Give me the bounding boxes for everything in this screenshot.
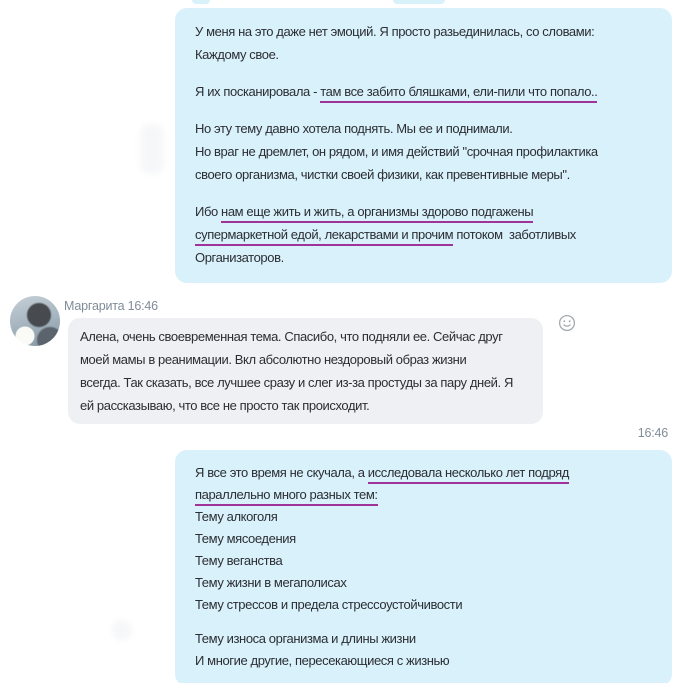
message-text-line: Я их посканировала - там все забито бляшками, ели-пили что попало.. — [195, 80, 652, 103]
message-text-line: Каждому свое. — [195, 47, 279, 62]
message-bubble[interactable] — [68, 318, 543, 424]
blurred-artifact — [140, 124, 164, 174]
message-text-line: И многие другие, пересекающиеся с жизнью — [195, 653, 450, 668]
message-text-line: своего организма, чистки своей физики, как превентивные меры". — [195, 167, 570, 182]
outgoing-message-time: 16:46 — [637, 426, 668, 440]
message-time: 16:46 — [127, 299, 158, 313]
previous-message-remnant — [393, 0, 445, 4]
author-name[interactable]: Маргарита — [64, 299, 125, 313]
message-text-line: Алена, очень своевременная тема. Спасибо, что подняли ее. Сейчас друг — [80, 329, 503, 344]
message-text-line: Тему жизни в мегаполисах — [195, 575, 347, 590]
message-text-line: параллельно много разных тем: — [195, 484, 652, 506]
message-text-line: супермаркетной едой, лекарствами и прочим потоком заботливых — [195, 223, 652, 246]
message-text-line: Тему стрессов и предела стрессоустойчивости — [195, 597, 463, 612]
reaction-smiley-icon[interactable] — [557, 313, 577, 333]
message-bubble[interactable] — [175, 8, 672, 283]
message-text-line: Но эту тему давно хотела поднять. Мы ее и поднимали. — [195, 121, 513, 136]
message-text-line: ей рассказываю, что все не просто так происходит. — [80, 398, 370, 413]
message-text-line: Тему алкоголя — [195, 509, 278, 524]
message-text-line: Тему мясоедения — [195, 531, 296, 546]
previous-message-remnant — [192, 0, 210, 4]
avatar[interactable] — [10, 296, 60, 346]
message-text-line: Ибо нам еще жить и жить, а организмы здорово подгажены — [195, 200, 652, 223]
message-meta — [64, 299, 158, 313]
message-text-line: моей мамы в реанимации. Вкл абсолютно нездоровый образ жизни — [80, 352, 467, 367]
message-text-line: У меня на это даже нет эмоций. Я просто разьединилась, со словами: — [195, 24, 595, 39]
message-text-line: Организаторов. — [195, 250, 284, 265]
message-text-line: Тему веганства — [195, 553, 283, 568]
blurred-artifact — [112, 620, 132, 640]
message-text-line: Но враг не дремлет, он рядом, и имя действий "срочная профилактика — [195, 144, 598, 159]
message-text-line: всегда. Так сказать, все лучшее сразу и слег из-за простуды за пару дней. Я — [80, 375, 513, 390]
message-text-line: Я все это время не скучала, а исследовала несколько лет подряд — [195, 462, 652, 484]
message-text-line: Тему износа организма и длины жизни — [195, 631, 416, 646]
message-bubble[interactable] — [175, 450, 672, 683]
